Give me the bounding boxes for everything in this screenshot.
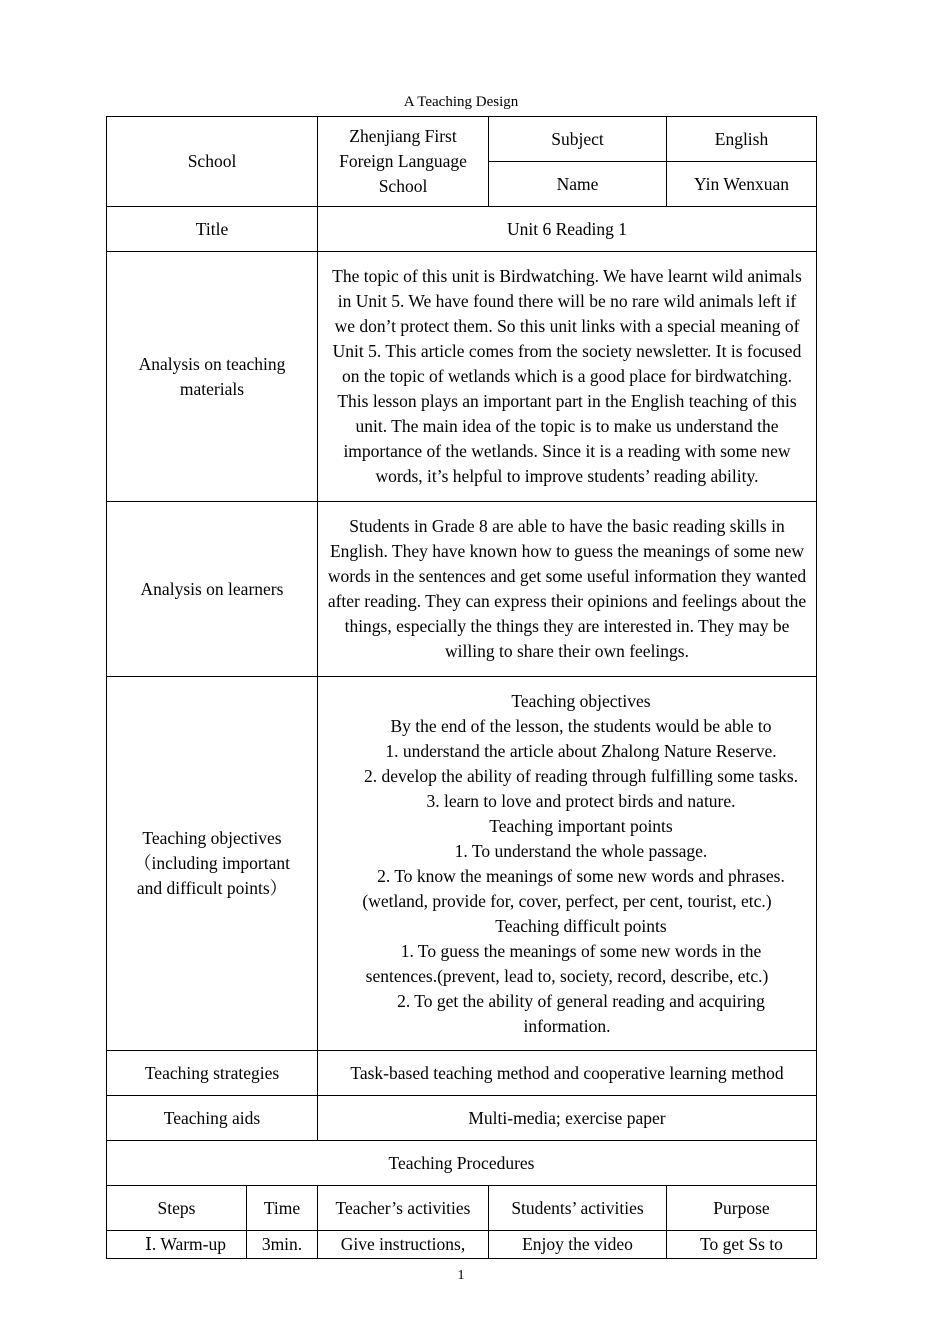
materials-text: The topic of this unit is Birdwatching. We have learnt wild animals in Unit 5. We have found there will be no rare wild animals left if we don’t protect them. So this unit links with a special meaning of Unit 5. This article comes from the society newsletter. It is focused on the topic of wetlands which is a good place for birdwatching. This lesson plays an important part in the English teaching of this unit. The main idea of the topic is to make us understand the importance of the wetlands. Since it is a reading with some new words, it’s helpful to improve students’ reading ability. — [318, 252, 817, 502]
subject-label: Subject — [489, 117, 667, 162]
objectives-intro: By the end of the lesson, the students would be able to — [390, 715, 772, 736]
column-header-students: Students’ activities — [489, 1186, 667, 1231]
objectives-label — [107, 677, 318, 1051]
difficult-point-2: 2. To get the ability of general reading and acquiring — [397, 990, 765, 1011]
objectives-label-line2: （including important — [133, 853, 291, 873]
step-cell: Ⅰ. Warm-up — [107, 1231, 247, 1259]
objectives-label-line3: and difficult points） — [136, 878, 288, 898]
objective-item-3: 3. learn to love and protect birds and nature. — [426, 790, 736, 811]
important-point-1: 1. To understand the whole passage. — [454, 840, 708, 861]
aids-label: Teaching aids — [107, 1096, 318, 1141]
name-label: Name — [489, 162, 667, 207]
document-title: A Teaching Design — [403, 94, 519, 110]
purpose-cell: To get Ss to — [667, 1231, 817, 1259]
table-row — [107, 1231, 817, 1259]
materials-label: Analysis on teaching materials — [107, 252, 318, 502]
strategies-value: Task-based teaching method and cooperative learning method — [318, 1051, 817, 1096]
school-value: Zhenjiang First Foreign Language School — [318, 117, 489, 207]
procedures-heading: Teaching Procedures — [107, 1141, 817, 1186]
procedures-header-row — [107, 1186, 817, 1231]
column-header-teacher: Teacher’s activities — [318, 1186, 489, 1231]
learners-label: Analysis on learners — [107, 502, 318, 677]
difficult-point-1: 1. To guess the meanings of some new words in the — [400, 940, 762, 961]
teacher-activity-cell: Give instructions, — [318, 1231, 489, 1259]
objectives-heading: Teaching objectives — [511, 690, 651, 711]
name-value: Yin Wenxuan — [667, 162, 817, 207]
important-point-2-continued: (wetland, provide for, cover, perfect, per cent, tourist, etc.) — [362, 890, 772, 911]
important-points-heading: Teaching important points — [489, 815, 673, 836]
aids-value: Multi-media; exercise paper — [318, 1096, 817, 1141]
teaching-design-table — [106, 116, 817, 1259]
student-activity-cell: Enjoy the video — [489, 1231, 667, 1259]
objective-item-1: 1. understand the article about Zhalong Nature Reserve. — [385, 740, 777, 761]
learners-text: Students in Grade 8 are able to have the basic reading skills in English. They have known how to guess the meanings of some new words in the sentences and get some useful information they wanted after reading. They can express their opinions and feelings about the things, especially the things they are interested in. They may be willing to share their own feelings. — [318, 502, 817, 677]
title-value: Unit 6 Reading 1 — [318, 207, 817, 252]
important-point-2: 2. To know the meanings of some new words and phrases. — [377, 865, 785, 886]
difficult-point-1-continued: sentences.(prevent, lead to, society, record, describe, etc.) — [365, 965, 769, 986]
objectives-label-line1: Teaching objectives — [142, 828, 282, 848]
difficult-points-heading: Teaching difficult points — [495, 915, 667, 936]
school-label: School — [107, 117, 318, 207]
title-label: Title — [107, 207, 318, 252]
strategies-label: Teaching strategies — [107, 1051, 318, 1096]
objective-item-2: 2. develop the ability of reading through fulfilling some tasks. — [363, 765, 798, 786]
column-header-time: Time — [247, 1186, 318, 1231]
difficult-point-2-continued: information. — [523, 1015, 611, 1036]
time-cell: 3min. — [247, 1231, 318, 1259]
objectives-content — [318, 677, 817, 1051]
column-header-steps: Steps — [107, 1186, 247, 1231]
subject-value: English — [667, 117, 817, 162]
column-header-purpose: Purpose — [667, 1186, 817, 1231]
page-number: 1 — [457, 1268, 465, 1283]
